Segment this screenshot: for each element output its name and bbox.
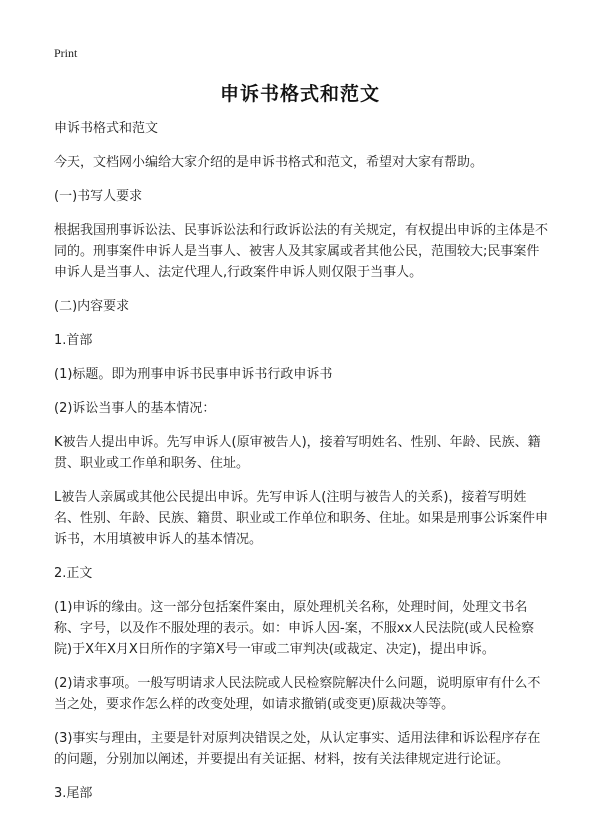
print-link[interactable]: Print bbox=[54, 46, 78, 60]
paragraph-relative-appeal: L被告人亲属或其他公民提出申诉。先写申诉人(注明与被告人的关系)，接着写明姓名、性别、年龄、民族、籍贯、职业或工作单位和职务、住址。如果是刑事公诉案件申诉书，木用填被申诉人的基本情况。 bbox=[54, 490, 549, 547]
subsection-heading-body: 2.正文 bbox=[54, 566, 93, 581]
paragraph-intro: 今天，文档网小编给大家介绍的是申诉书格式和范文，希望对大家有帮助。 bbox=[54, 155, 484, 170]
subsection-heading-footer: 3.尾部 bbox=[54, 786, 93, 801]
paragraph-parties-item: (2)诉讼当事人的基本情况： bbox=[54, 401, 216, 416]
section-heading-content: (二)内容要求 bbox=[54, 299, 130, 314]
paragraph-facts-reasons: (3)事实与理由，主要是针对原判决错误之处，从认定事实、适用法律和诉讼程序存在的问题，分别加以阐述，并要提出有关证据、材料，按有关法律规定进行论证。 bbox=[54, 731, 541, 767]
section-heading-writer: (一)书写人要求 bbox=[54, 189, 143, 204]
document-title: 申诉书格式和范文 bbox=[219, 83, 380, 105]
paragraph-title-item: (1)标题。即为刑事申诉书民事申诉书行政申诉书 bbox=[54, 367, 333, 382]
paragraph-writer-requirements: 根据我国刑事诉讼法、民事诉讼法和行政诉讼法的有关规定，有权提出申诉的主体是不同的。刑事案件申诉人是当事人、被害人及其家属或者其他公民，范围较大;民事案件申诉人是当事人、法定代理人,行政案件申诉人则仅限于当事人。 bbox=[54, 223, 549, 280]
document-body bbox=[54, 118, 550, 817]
paragraph-defendant-appeal: K被告人提出申诉。先写申诉人(原审被告人)，接着写明姓名、性别、年龄、民族、籍贯、职业或工作单和职务、住址。 bbox=[54, 435, 541, 471]
paragraph-subtitle: 申诉书格式和范文 bbox=[54, 121, 159, 136]
paragraph-request-items: (2)请求事项。一般写明请求人民法院或人民检察院解决什么问题，说明原审有什么不当之处，要求作怎么样的改变处理，如请求撤销(或变更)原裁决等等。 bbox=[54, 676, 541, 712]
paragraph-appeal-reason: (1)申诉的缘由。这一部分包括案件案由，原处理机关名称，处理时间，处理文书名称、字号，以及作不服处理的表示。如：申诉人因-案，不服xx人民法院(或人民检察院)于X年X月X日所作的字第X号一审或二审判决(或裁定、决定)，提出申诉。 bbox=[54, 600, 535, 657]
subsection-heading-header: 1.首部 bbox=[54, 333, 93, 348]
